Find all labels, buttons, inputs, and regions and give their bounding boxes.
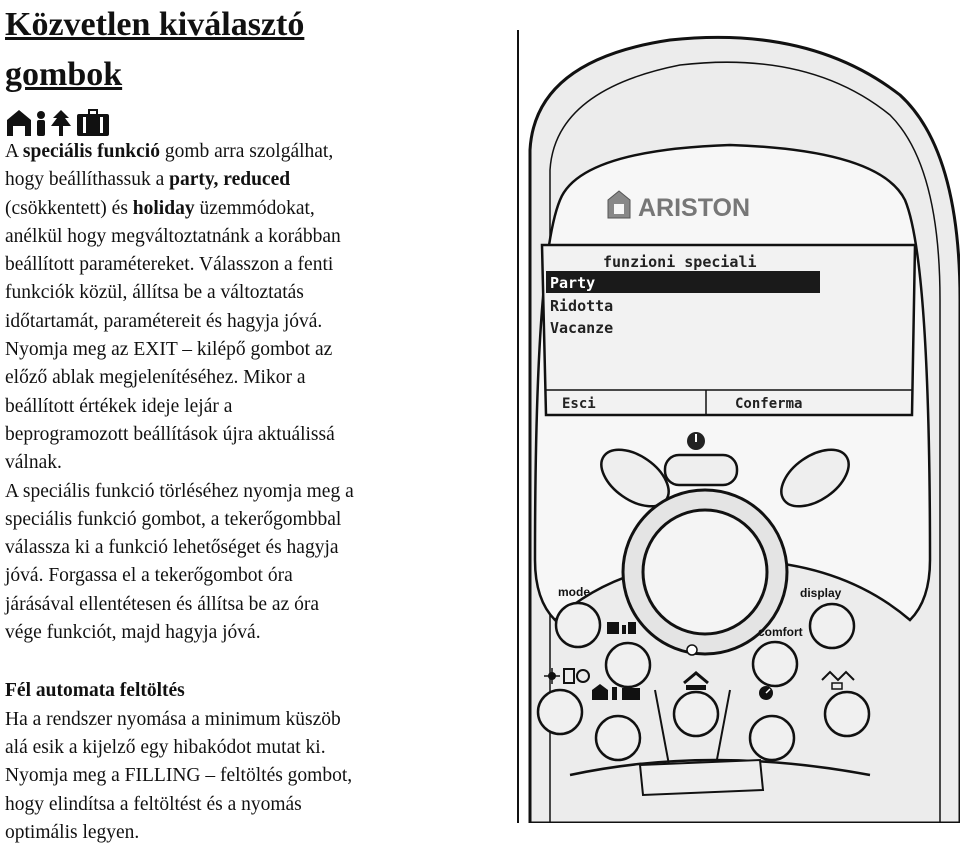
tree-icon (51, 110, 71, 136)
page-title (5, 0, 510, 100)
paragraph-cancel-function: A speciális funkció törléséhez nyomja meg a speciális funkció gombot, a tekerőgombbal válassza ki a funkció lehetőséget és hagyja jóvá. Forgassa el a tekerőgombot óra járásával ellentétesen és állítsa be az óra vége funkciót, majd hagyja jóvá. (5, 480, 354, 644)
suitcase-icon (77, 110, 109, 136)
bottom-connector (640, 760, 763, 795)
softkey-conferma: Conferma (735, 396, 803, 412)
menu-item-party: Party (550, 274, 596, 292)
dial-center-button[interactable] (643, 510, 767, 634)
section-title: Fél automata feltöltés (5, 680, 185, 702)
screen-title: funzioni speciali (603, 253, 757, 271)
status-led (687, 645, 697, 655)
clock-icon (759, 686, 773, 700)
mode-label: mode (558, 585, 591, 599)
instruction-text (5, 0, 510, 847)
display-button[interactable] (810, 604, 854, 648)
special-function-button[interactable] (596, 716, 640, 760)
paragraph-filling: Fél automata feltöltés Ha a rendszer nyomása a minimum küszöb alá esik a kijelző egy hibakódot mutat ki. Nyomja meg a FILLING – feltöltés gombot, hogy elindítsa a feltöltést és a nyomás optimális legyen. (5, 680, 353, 843)
paragraph-special-function: A speciális funkció gomb arra szolgálhat, hogy beállíthassuk a party, reduced (csökkentett) és holiday üzemmódokat, anélkül hogy megváltoztatnánk a korábban beállított paramétereket. Válasszon a fenti funkciók közül, állítsa be a változtatás időtartamát, paramétereit és hagyja jóvá. Nyomja meg az EXIT – kilépő gombot az előző ablak megjelenítéséhez. Mikor a beállított értékek ideje lejár a beprogramozott beállítások újra aktuálissá válnak. (5, 141, 341, 474)
title-line-1: Közvetlen kiválasztó (5, 6, 305, 43)
thermostat-illustration (510, 0, 960, 823)
time-program-button[interactable] (538, 690, 582, 734)
mode-icons (5, 106, 510, 138)
dhw-heating-button[interactable] (606, 643, 650, 687)
comfort-label: comfort (758, 625, 803, 639)
lcd-screen (542, 245, 915, 415)
svg-text:ARISTON: ARISTON (638, 194, 751, 222)
menu-item-ridotta: Ridotta (550, 297, 614, 315)
center-softkey-button[interactable] (665, 455, 737, 485)
display-label: display (800, 586, 842, 600)
filling-button[interactable] (674, 692, 718, 736)
clock-button[interactable] (750, 716, 794, 760)
menu-item-vacanze: Vacanze (550, 319, 614, 337)
power-icon[interactable] (687, 432, 705, 450)
house-icon (7, 110, 31, 136)
mode-button[interactable] (556, 603, 600, 647)
reset-button[interactable] (825, 692, 869, 736)
softkey-esci: Esci (562, 396, 596, 412)
person-icon (37, 111, 45, 136)
comfort-button[interactable] (753, 642, 797, 686)
title-line-2: gombok (5, 56, 123, 93)
